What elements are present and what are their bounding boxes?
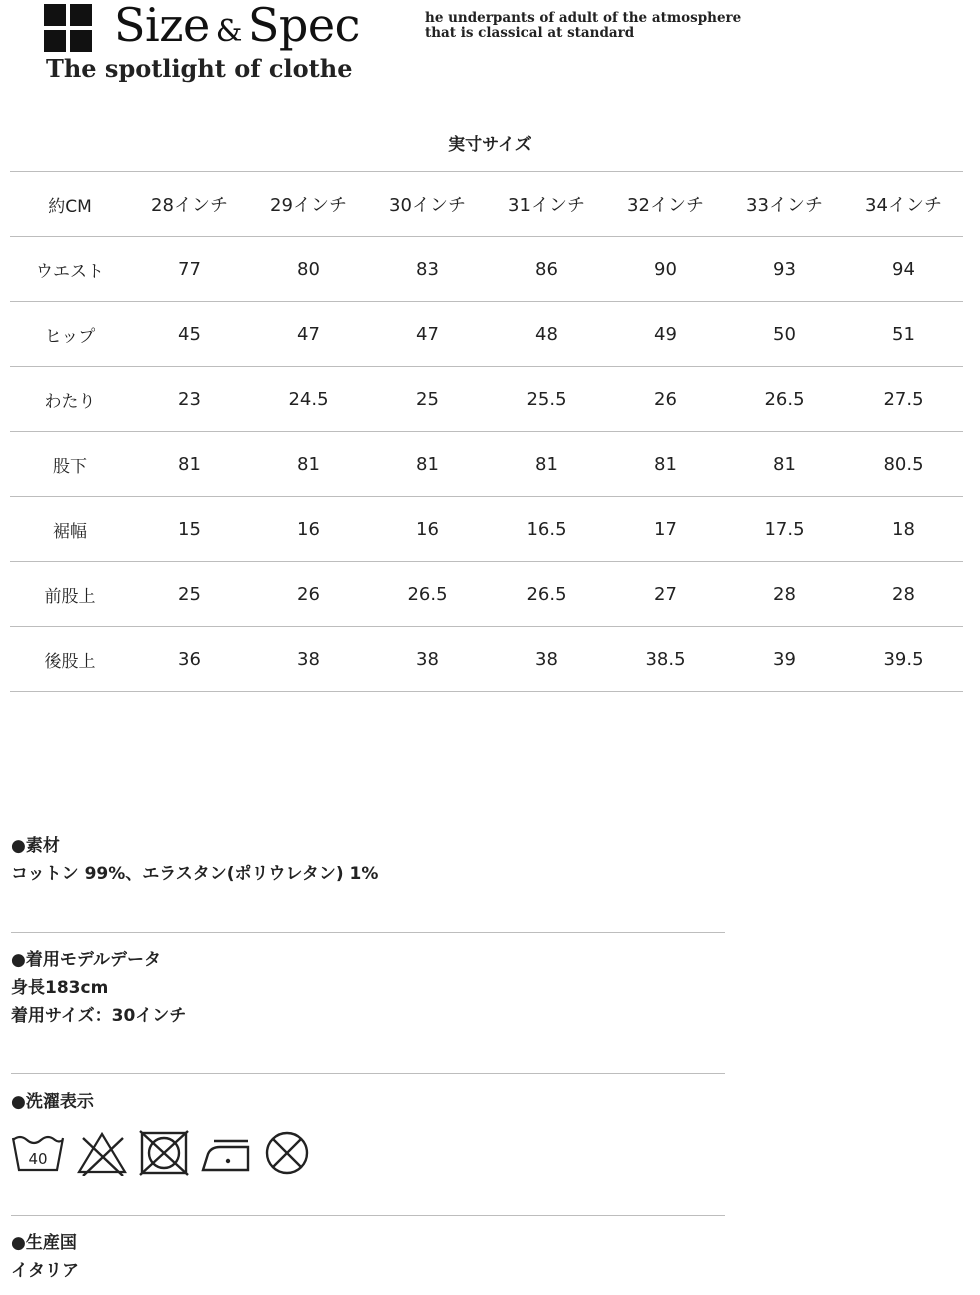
table-cell: 90 [606, 237, 725, 302]
table-cell: 27.5 [844, 367, 963, 432]
no-bleach-icon [75, 1130, 129, 1176]
table-cell: 80 [249, 237, 368, 302]
no-dry-clean-icon [263, 1130, 317, 1176]
table-cell: 18 [844, 497, 963, 562]
iron-low-icon [200, 1130, 254, 1176]
care-title: ●洗濯表示 [11, 1092, 94, 1112]
row-label-cell: ヒップ [10, 302, 130, 367]
table-cell: 39.5 [844, 627, 963, 692]
row-label-cell: 後股上 [10, 627, 130, 692]
table-cell: 86 [487, 237, 606, 302]
table-cell: 36 [130, 627, 249, 692]
row-label-cell: ウエスト [10, 237, 130, 302]
table-header-cell: 29インチ [249, 172, 368, 237]
table-cell: 26.5 [487, 562, 606, 627]
table-row [10, 237, 963, 302]
row-label-cell: 股下 [10, 432, 130, 497]
model-section [11, 946, 725, 1030]
divider [11, 1215, 725, 1216]
table-cell: 80.5 [844, 432, 963, 497]
table-cell: 81 [249, 432, 368, 497]
header-note-line2: that is classical at standard [425, 25, 635, 41]
origin-section [11, 1229, 725, 1285]
table-cell: 25 [130, 562, 249, 627]
tagline: The spotlight of clothe [46, 54, 353, 83]
wash-temp-label: 40 [28, 1150, 48, 1168]
row-label-cell: 裾幅 [10, 497, 130, 562]
table-cell: 23 [130, 367, 249, 432]
divider [11, 1073, 725, 1074]
table-row [10, 432, 963, 497]
logo-squares [44, 4, 92, 52]
table-cell: 26 [249, 562, 368, 627]
model-size: 着用サイズ：30インチ [11, 1006, 187, 1026]
table-cell: 28 [725, 562, 844, 627]
header-note-line1: he underpants of adult of the atmosphere [425, 10, 742, 26]
row-label-cell: 前股上 [10, 562, 130, 627]
table-cell: 81 [368, 432, 487, 497]
table-cell: 26.5 [725, 367, 844, 432]
table-cell: 39 [725, 627, 844, 692]
table-header-cell: 30インチ [368, 172, 487, 237]
table-cell: 48 [487, 302, 606, 367]
material-title: ●素材 [11, 836, 60, 856]
table-cell: 81 [725, 432, 844, 497]
table-cell: 17 [606, 497, 725, 562]
model-height: 身長183cm [11, 978, 109, 998]
table-corner-cell: 約CM [10, 172, 130, 237]
brand-spec: Spec [247, 0, 360, 52]
origin-title: ●生産国 [11, 1233, 77, 1253]
table-row [10, 562, 963, 627]
table-header-cell: 31インチ [487, 172, 606, 237]
origin-value: イタリア [11, 1261, 79, 1281]
no-tumble-dry-icon [138, 1130, 192, 1176]
table-cell: 26 [606, 367, 725, 432]
table-cell: 45 [130, 302, 249, 367]
table-header-cell: 32インチ [606, 172, 725, 237]
table-cell: 47 [368, 302, 487, 367]
table-row [10, 302, 963, 367]
table-cell: 77 [130, 237, 249, 302]
table-cell: 93 [725, 237, 844, 302]
material-section [11, 832, 725, 888]
table-cell: 81 [130, 432, 249, 497]
brand-title [114, 0, 360, 52]
table-cell: 15 [130, 497, 249, 562]
table-cell: 38 [487, 627, 606, 692]
table-cell: 50 [725, 302, 844, 367]
material-value: コットン 99%、エラスタン(ポリウレタン) 1% [11, 864, 379, 884]
table-cell: 38 [368, 627, 487, 692]
table-row [10, 627, 963, 692]
table-header-cell: 28インチ [130, 172, 249, 237]
table-row [10, 497, 963, 562]
table-cell: 38 [249, 627, 368, 692]
care-section [11, 1088, 725, 1116]
table-cell: 28 [844, 562, 963, 627]
divider [11, 932, 725, 933]
table-cell: 47 [249, 302, 368, 367]
table-cell: 49 [606, 302, 725, 367]
table-cell: 16 [368, 497, 487, 562]
table-cell: 24.5 [249, 367, 368, 432]
brand-size: Size [114, 0, 210, 52]
table-cell: 25 [368, 367, 487, 432]
table-cell: 81 [606, 432, 725, 497]
table-cell: 27 [606, 562, 725, 627]
table-cell: 17.5 [725, 497, 844, 562]
size-table [10, 171, 963, 692]
table-cell: 81 [487, 432, 606, 497]
model-title: ●着用モデルデータ [11, 950, 161, 970]
table-cell: 83 [368, 237, 487, 302]
table-cell: 26.5 [368, 562, 487, 627]
table-cell: 38.5 [606, 627, 725, 692]
row-label-cell: わたり [10, 367, 130, 432]
header-note [425, 11, 741, 41]
wash-40-icon [11, 1130, 65, 1176]
table-header-row [10, 172, 963, 237]
table-header-cell: 33インチ [725, 172, 844, 237]
table-cell: 16.5 [487, 497, 606, 562]
table-cell: 94 [844, 237, 963, 302]
size-table-title: 実寸サイズ [448, 135, 532, 155]
table-cell: 51 [844, 302, 963, 367]
table-row [10, 367, 963, 432]
table-cell: 25.5 [487, 367, 606, 432]
brand-amp: & [215, 14, 242, 49]
table-header-cell: 34インチ [844, 172, 963, 237]
table-cell: 16 [249, 497, 368, 562]
